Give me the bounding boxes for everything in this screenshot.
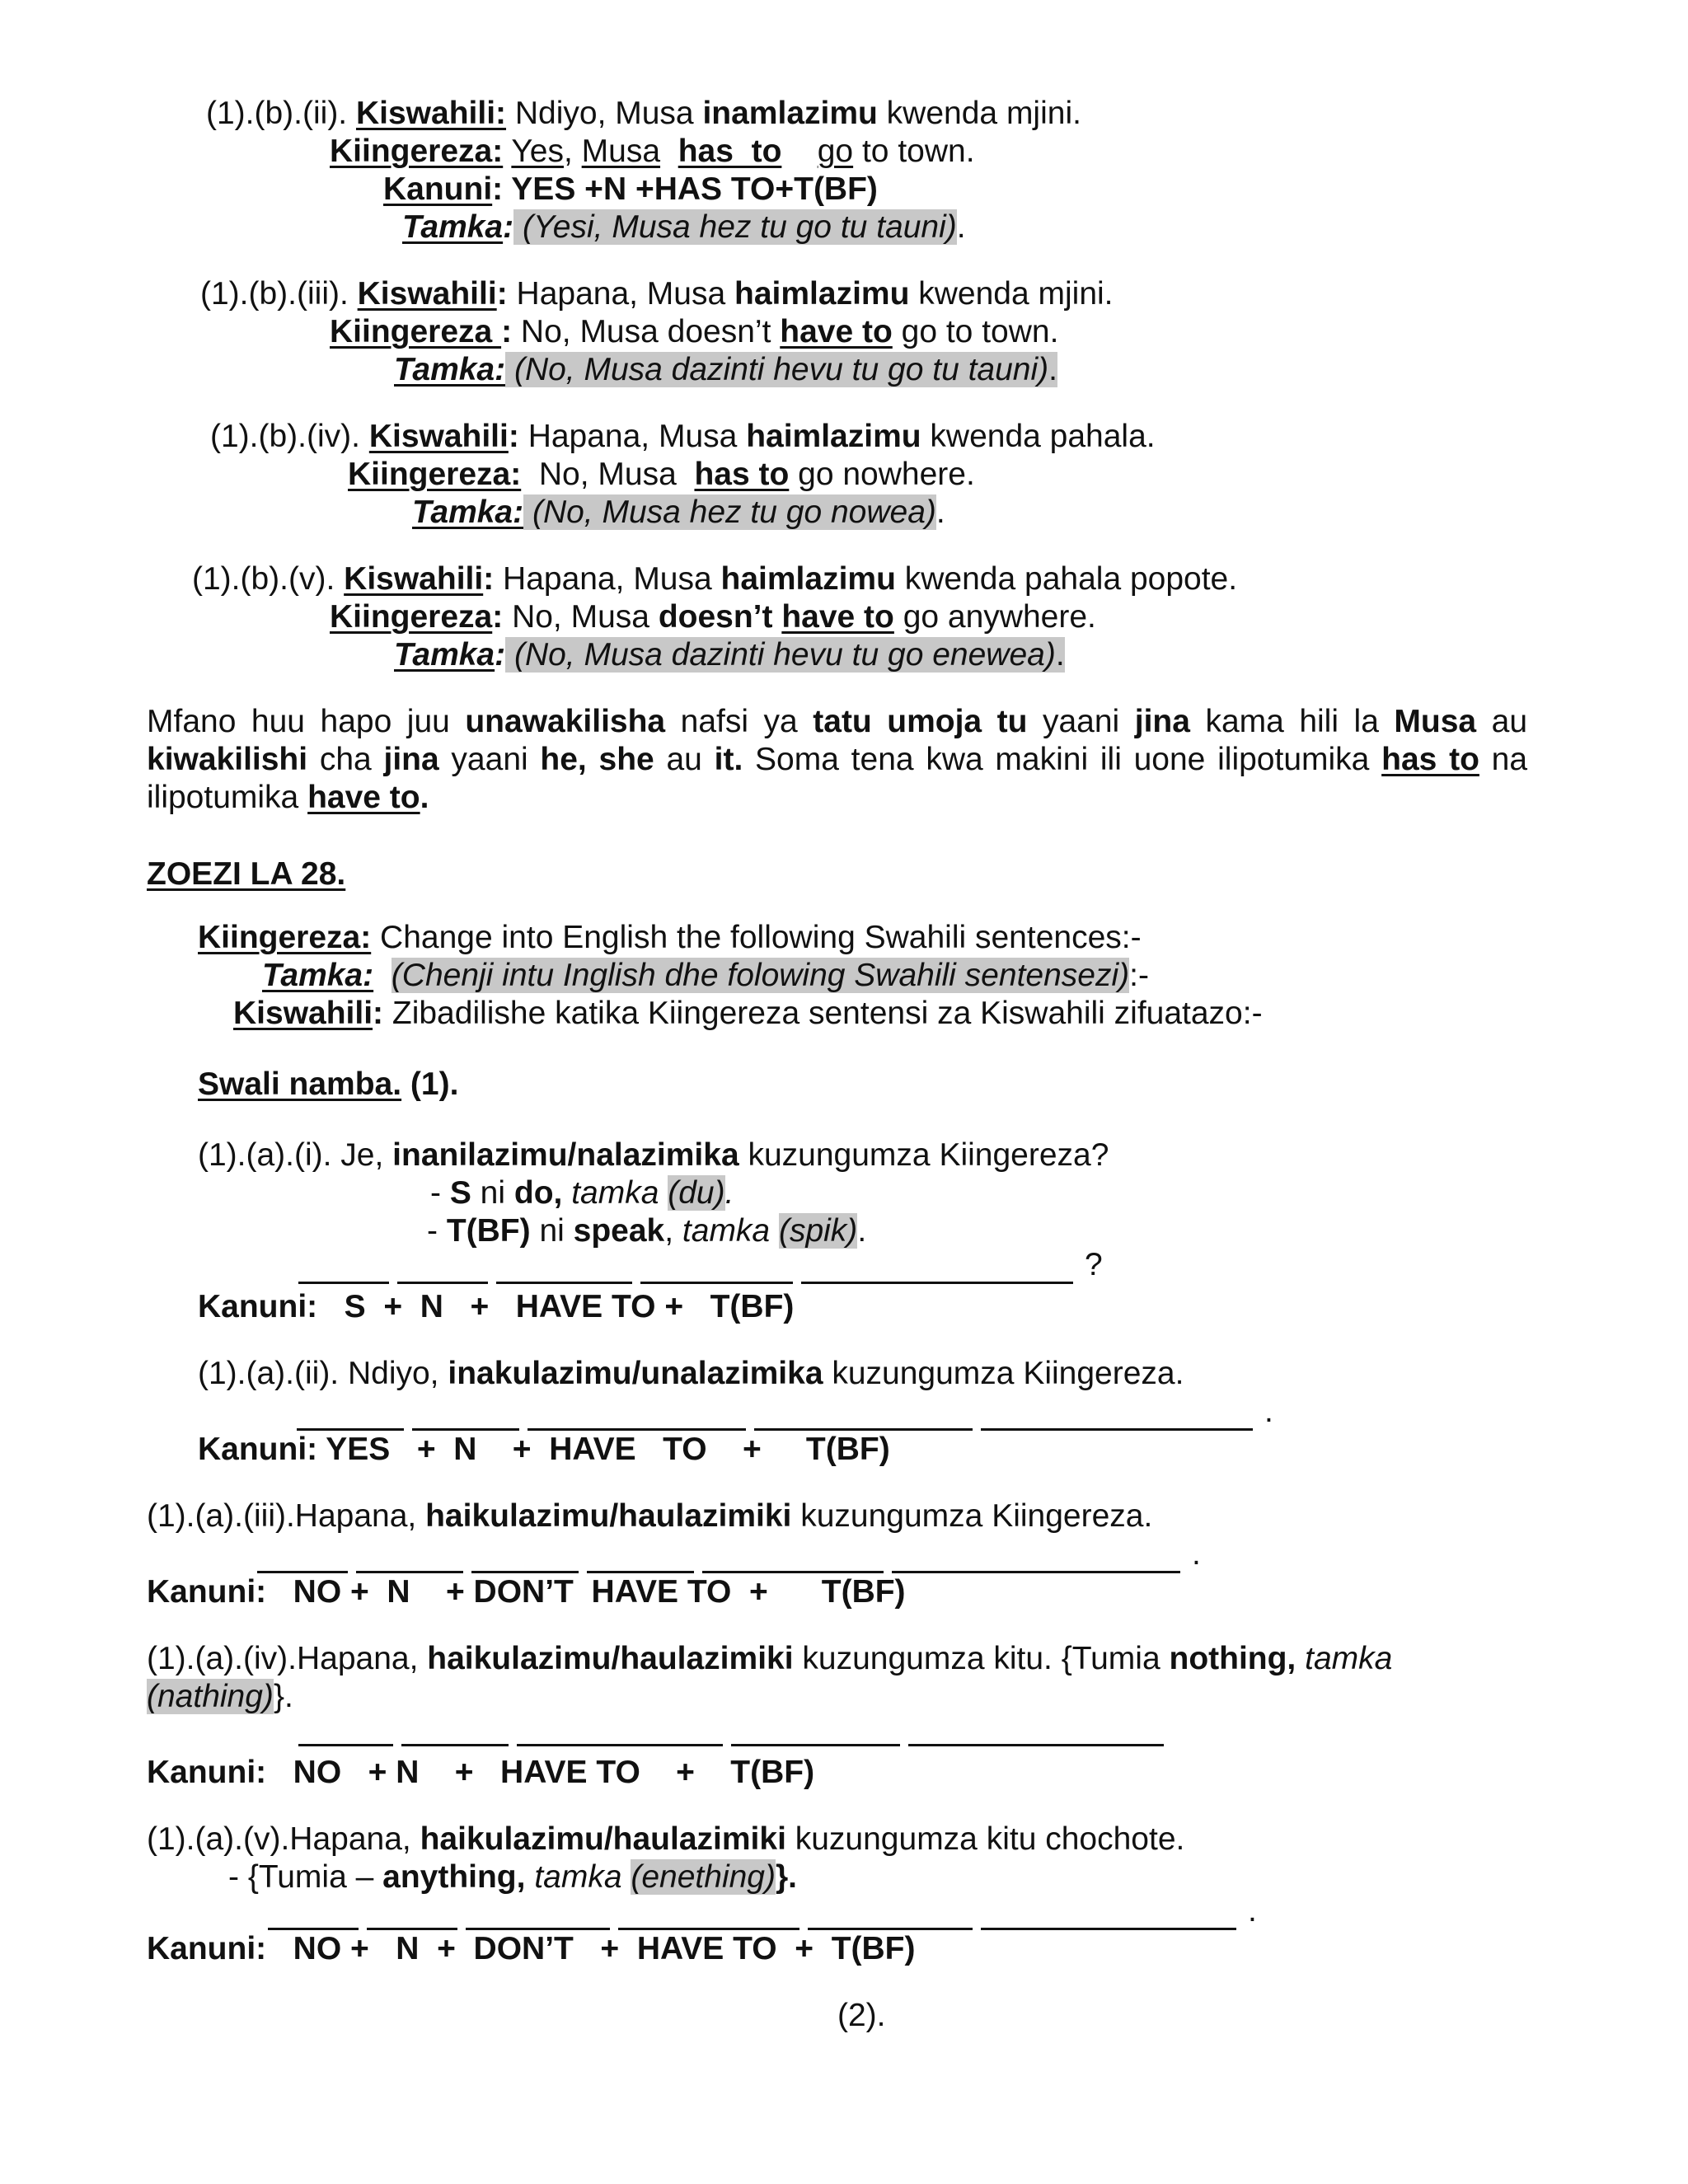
instruction-kiswahili: Kiswahili: Zibadilishe katika Kiingereza sentensi za Kiswahili zifuatazo:- bbox=[233, 996, 1263, 1031]
answer-end-mark: ? bbox=[1085, 1247, 1103, 1282]
answer-blank[interactable] bbox=[892, 1543, 1180, 1573]
answer-blank[interactable] bbox=[471, 1543, 579, 1573]
answer-blank[interactable] bbox=[981, 1900, 1236, 1930]
q3-answer-blanks[interactable] bbox=[257, 1535, 1201, 1573]
item-b-iii-tamka: Tamka: (No, Musa dazinti hevu tu go tu tauni). bbox=[394, 352, 1057, 387]
q1-hint-s: - S ni do, tamka (du). bbox=[430, 1175, 734, 1211]
q4-sentence: (1).(a).(iv).Hapana, haikulazimu/haulazimiki kuzungumza kitu. {Tumia nothing, tamka bbox=[147, 1641, 1393, 1676]
answer-blank[interactable] bbox=[801, 1254, 1073, 1284]
item-b-v-kiingereza: Kiingereza: No, Musa doesn’t have to go anywhere. bbox=[330, 599, 1096, 635]
answer-end-mark: . bbox=[1264, 1394, 1273, 1429]
answer-blank[interactable] bbox=[731, 1716, 900, 1746]
q1-kanuni: Kanuni: S + N + HAVE TO + T(BF) bbox=[198, 1289, 795, 1324]
q5-kanuni: Kanuni: NO + N + DON’T + HAVE TO + T(BF) bbox=[147, 1931, 916, 1966]
q3-kanuni: Kanuni: NO + N + DON’T HAVE TO + T(BF) bbox=[147, 1574, 906, 1610]
item-b-ii-kanuni: Kanuni: YES +N +HAS TO+T(BF) bbox=[383, 171, 878, 207]
question-number: Swali namba. (1). bbox=[198, 1066, 459, 1102]
answer-blank[interactable] bbox=[367, 1900, 457, 1930]
item-b-ii-tamka: Tamka: (Yesi, Musa hez tu go tu tauni). bbox=[402, 209, 966, 245]
answer-blank[interactable] bbox=[587, 1543, 694, 1573]
answer-blank[interactable] bbox=[401, 1716, 509, 1746]
q1-hint-tbf: - T(BF) ni speak, tamka (spik). bbox=[427, 1213, 867, 1249]
answer-end-mark: . bbox=[1248, 1893, 1257, 1929]
q5-hint: - {Tumia – anything, tamka (enething)}. bbox=[228, 1859, 797, 1895]
q1-answer-blanks[interactable] bbox=[298, 1246, 1103, 1284]
answer-blank[interactable] bbox=[397, 1254, 488, 1284]
instruction-tamka: Tamka: (Chenji intu Inglish dhe folowing Swahili sentensezi):- bbox=[262, 958, 1149, 993]
q2-answer-blanks[interactable] bbox=[297, 1393, 1273, 1431]
explanation-paragraph: Mfano huu hapo juu unawakilisha nafsi ya tatu umoja tu yaani jina kama hili la Musa au kiwakilishi cha jina yaani he, she au it. Soma tena kwa makini ili uone ilipotumika has to na ilipotumika have to. bbox=[147, 704, 1528, 815]
answer-blank[interactable] bbox=[496, 1254, 632, 1284]
answer-blank[interactable] bbox=[517, 1716, 723, 1746]
answer-blank[interactable] bbox=[297, 1400, 404, 1431]
item-b-iv-kiswahili: (1).(b).(iv). Kiswahili: Hapana, Musa haimlazimu kwenda pahala. bbox=[210, 419, 1156, 454]
answer-blank[interactable] bbox=[298, 1716, 393, 1746]
q5-answer-blanks[interactable] bbox=[268, 1892, 1257, 1930]
item-b-v-kiswahili: (1).(b).(v). Kiswahili: Hapana, Musa haimlazimu kwenda pahala popote. bbox=[192, 561, 1238, 597]
answer-blank[interactable] bbox=[356, 1543, 463, 1573]
item-b-ii-kiingereza: Kiingereza: Yes, Musa has to go to town. bbox=[330, 134, 975, 169]
answer-blank[interactable] bbox=[618, 1900, 799, 1930]
item-b-v-tamka: Tamka: (No, Musa dazinti hevu tu go enewea). bbox=[394, 637, 1065, 673]
page-number: (2). bbox=[837, 1998, 886, 2033]
item-b-iv-kiingereza: Kiingereza: No, Musa has to go nowhere. bbox=[348, 457, 975, 492]
item-b-iii-kiswahili: (1).(b).(iii). Kiswahili: Hapana, Musa haimlazimu kwenda mjini. bbox=[200, 276, 1114, 312]
answer-blank[interactable] bbox=[754, 1400, 973, 1431]
q4-answer-blanks[interactable] bbox=[298, 1716, 1164, 1746]
answer-blank[interactable] bbox=[257, 1543, 348, 1573]
q5-sentence: (1).(a).(v).Hapana, haikulazimu/haulazimiki kuzungumza kitu chochote. bbox=[147, 1821, 1185, 1857]
instruction-kiingereza: Kiingereza: Change into English the following Swahili sentences:- bbox=[198, 920, 1142, 955]
q2-kanuni: Kanuni: YES + N + HAVE TO + T(BF) bbox=[198, 1432, 890, 1467]
answer-blank[interactable] bbox=[908, 1716, 1164, 1746]
answer-blank[interactable] bbox=[702, 1543, 884, 1573]
answer-blank[interactable] bbox=[808, 1900, 973, 1930]
q2-sentence: (1).(a).(ii). Ndiyo, inakulazimu/unalazimika kuzungumza Kiingereza. bbox=[198, 1356, 1184, 1391]
q4-sentence-cont: (nathing)}. bbox=[147, 1679, 293, 1714]
q4-kanuni: Kanuni: NO + N + HAVE TO + T(BF) bbox=[147, 1755, 815, 1790]
item-b-iii-kiingereza: Kiingereza : No, Musa doesn’t have to go to town. bbox=[330, 314, 1059, 349]
answer-blank[interactable] bbox=[412, 1400, 519, 1431]
answer-blank[interactable] bbox=[466, 1900, 610, 1930]
item-b-ii-kiswahili: (1).(b).(ii). Kiswahili: Ndiyo, Musa inamlazimu kwenda mjini. bbox=[206, 96, 1081, 131]
answer-blank[interactable] bbox=[298, 1254, 389, 1284]
answer-blank[interactable] bbox=[528, 1400, 746, 1431]
answer-end-mark: . bbox=[1192, 1536, 1201, 1572]
exercise-heading: ZOEZI LA 28. bbox=[147, 856, 346, 892]
answer-blank[interactable] bbox=[640, 1254, 793, 1284]
q3-sentence: (1).(a).(iii).Hapana, haikulazimu/haulazimiki kuzungumza Kiingereza. bbox=[147, 1498, 1153, 1534]
answer-blank[interactable] bbox=[981, 1400, 1253, 1431]
item-b-iv-tamka: Tamka: (No, Musa hez tu go nowea). bbox=[412, 494, 945, 530]
q1-sentence: (1).(a).(i). Je, inanilazimu/nalazimika kuzungumza Kiingereza? bbox=[198, 1137, 1109, 1173]
answer-blank[interactable] bbox=[268, 1900, 359, 1930]
